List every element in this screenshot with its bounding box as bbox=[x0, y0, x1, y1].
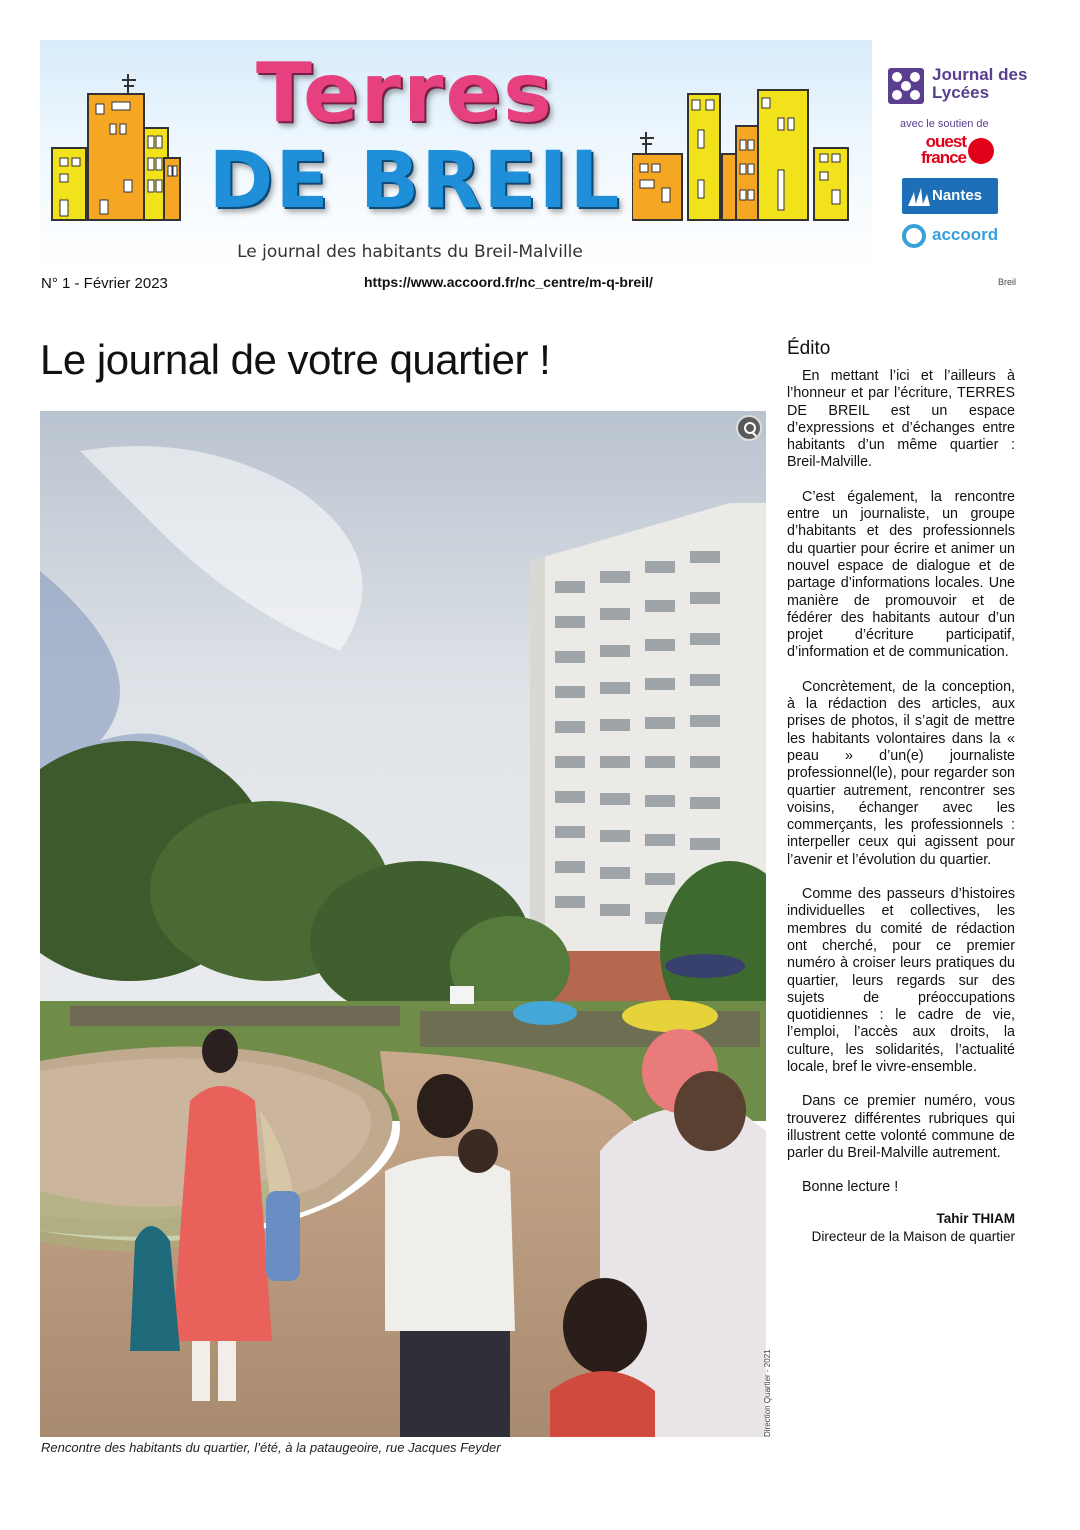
main-photo bbox=[40, 411, 766, 1437]
ouest-france-logo bbox=[906, 134, 1006, 170]
accoord-text: accoord bbox=[932, 225, 999, 244]
journal-des-lycees-icon bbox=[888, 68, 924, 104]
ouest-france-icon bbox=[968, 138, 994, 164]
signature-name: Tahir THIAM bbox=[936, 1210, 1015, 1226]
partner-logos bbox=[880, 60, 1040, 260]
masthead-title-terres: Terres bbox=[256, 46, 554, 141]
journal-des-lycees-text: Journal des Lycées bbox=[932, 65, 1028, 102]
edito-paragraph: C’est également, la rencontre entre un journaliste, un groupe d’habitants et des professionnels du quartier pour écrire et animer un nouvel espace de dialogue et de partage d’informations locales. Une manière de promouvoir et de fédérer des habitants autour d’un projet d’écriture participatif, d’information et de communication. bbox=[787, 488, 1015, 661]
issue-number: N° 1 - Février 2023 bbox=[41, 275, 168, 292]
masthead-subtitle: Le journal des habitants du Breil-Malville bbox=[237, 242, 583, 262]
accoord-icon bbox=[902, 224, 926, 248]
page-tag: Breil bbox=[997, 277, 1016, 287]
ville-de-nantes-logo bbox=[902, 178, 998, 214]
buildings-right-illustration bbox=[632, 40, 872, 268]
edito-paragraph: En mettant l’ici et l’ailleurs à l’honneur et par l’écriture, TERRES DE BREIL est un espace d’expressions et d’échanges entre habitants d’un même quartier : Breil-Malville. bbox=[787, 368, 1015, 471]
masthead-banner bbox=[40, 40, 872, 268]
neighbourhood-gathering-photo bbox=[40, 411, 766, 1437]
edito-title: Édito bbox=[787, 338, 831, 359]
nantes-text: Nantes bbox=[932, 187, 983, 204]
photo-caption: Rencontre des habitants du quartier, l’été, à la pataugeoire, rue Jacques Feyder bbox=[41, 1440, 501, 1455]
website-url[interactable]: https://www.accoord.fr/nc_centre/m-q-breil/ bbox=[364, 274, 653, 290]
accoord-logo bbox=[902, 222, 1012, 250]
edito-paragraph: Dans ce premier numéro, vous trouverez différentes rubriques qui illustrent cette volonté commune de parler du Breil-Malville autrement. bbox=[787, 1093, 1015, 1162]
zoom-icon[interactable] bbox=[736, 415, 762, 441]
edito-paragraph: Concrètement, de la conception, à la rédaction des articles, aux prises de photos, il s’agit de mettre les habitants volontaires dans la « peau » d’un(e) journaliste professionnel(le), pour regarder son quartier autrement, rencontrer ses voisins, échanger avec les commerçants, les professionnels : interpeller ceux qui agissent pour l’avenir et l’évolution du quartier. bbox=[787, 678, 1015, 868]
ouest-france-text: ouest france bbox=[920, 132, 966, 167]
support-text: avec le soutien de bbox=[900, 118, 989, 130]
photo-credit: Direction Quartier - 2021 bbox=[763, 1349, 772, 1437]
masthead-title-de-breil: DE BREIL bbox=[208, 136, 622, 226]
edito-closing: Bonne lecture ! bbox=[802, 1179, 899, 1196]
edito-paragraph: Comme des passeurs d’histoires individuelles et collectives, les membres du comité de rédaction ont cherché, pour ce premier numéro à croiser leurs pratiques du quartier, leurs regards sur des sujets de préoccupations quotidiennes : le cadre de vie, l’emploi, l’accès aux droits, la culture, les solidarités, l’actualité locale, bref le vivre-ensemble. bbox=[787, 886, 1015, 1075]
journal-des-lycees-logo bbox=[888, 64, 1038, 110]
page-headline: Le journal de votre quartier ! bbox=[40, 336, 551, 383]
signature-role: Directeur de la Maison de quartier bbox=[811, 1228, 1015, 1244]
nantes-icon bbox=[908, 188, 930, 206]
edito-column bbox=[787, 338, 1015, 1244]
